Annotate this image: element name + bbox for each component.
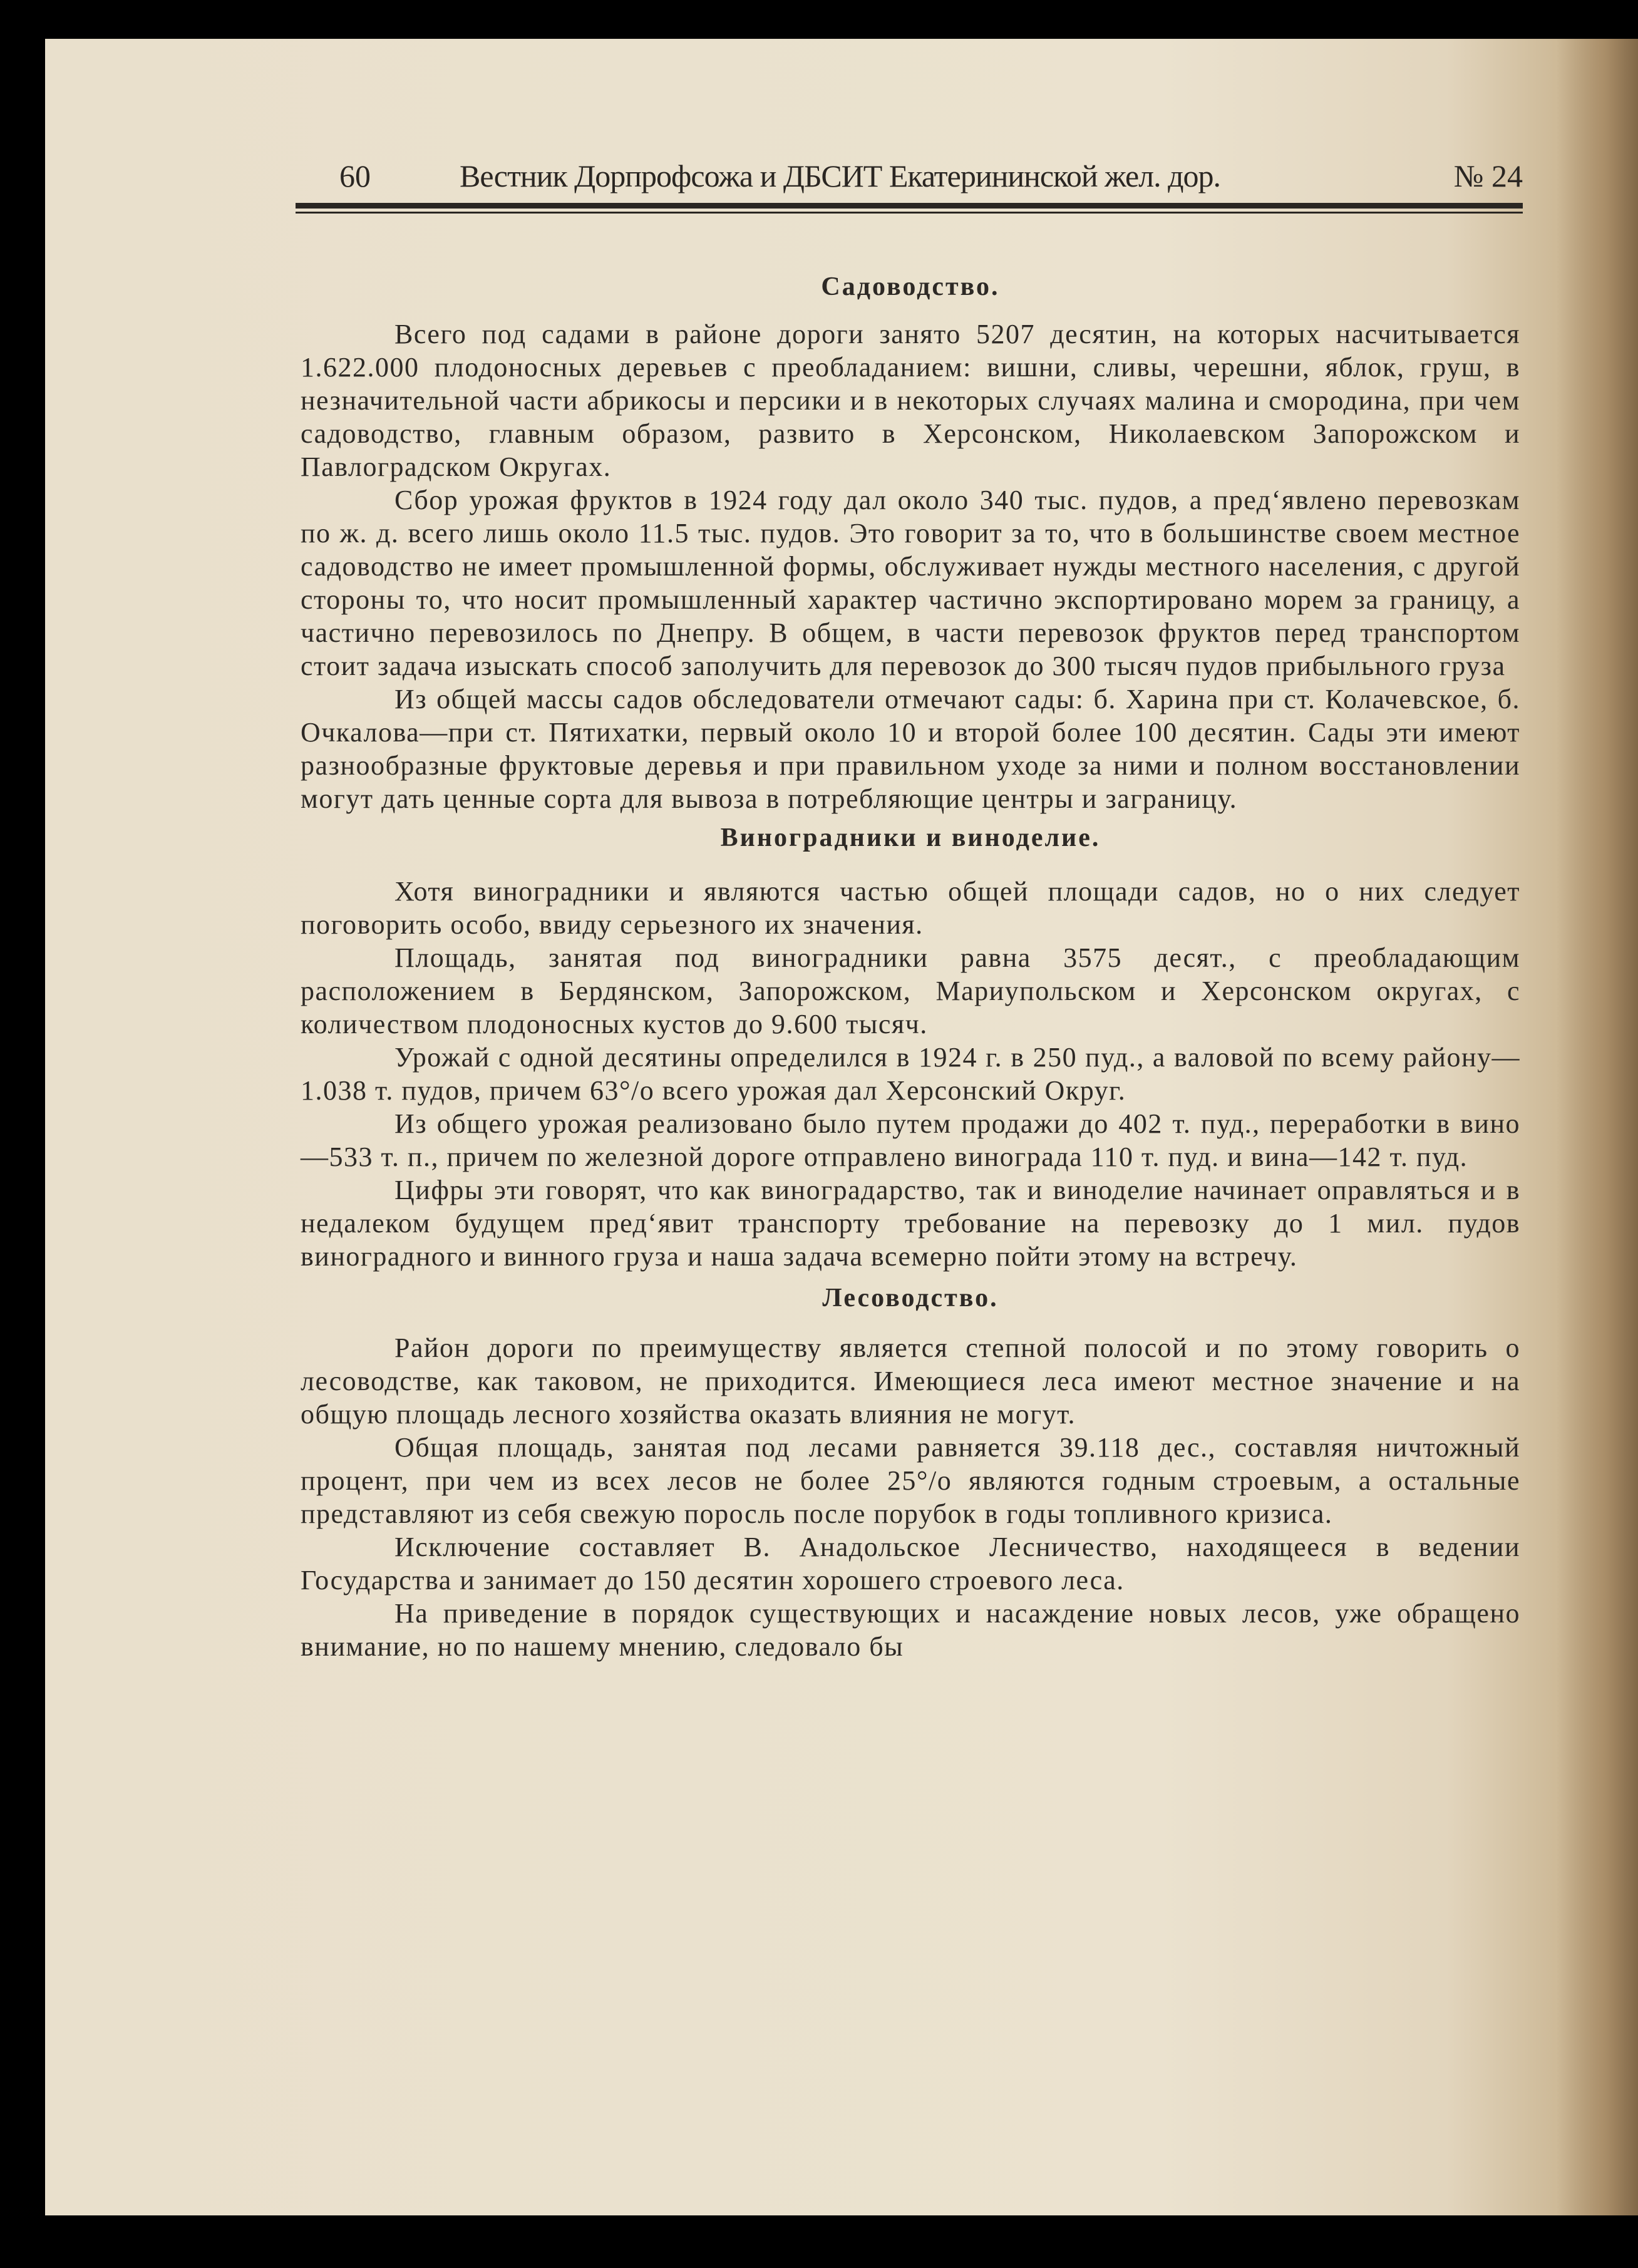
paragraph: Урожай с одной десятины определился в 1924 г. в 250 пуд., а валовой по всему району—1.038 т. пудов, причем 63°/о всего урожая дал Херсонский Округ. [301, 1042, 1520, 1106]
paragraph: Всего под садами в районе дороги занято 5207 десятин, на которых насчитывается 1.622.000 плодоносных деревьев с преобладанием: вишни, сливы, черешни, яблок, груш, в незначительной части абрикосы и персики и в некоторых случаях малина и смородина, при чем садоводство, главным образом, развито в Херсонском, Николаевском Запорожском и Павлоградском Округах. [301, 319, 1520, 482]
paragraph: Исключение составляет В. Анадольское Лесничество, находящееся в ведении Государства и занимает до 150 десятин хорошего строевого леса. [301, 1532, 1520, 1595]
section-heading-forestry: Лесоводство. [822, 1284, 999, 1312]
header-rule-thin [296, 212, 1523, 214]
journal-title: Вестник Дорпрофсожа и ДБСИТ Екатерининской жел. дор. [460, 158, 1221, 193]
section-heading-horticulture: Садоводство. [821, 272, 1000, 301]
page-edge-shadow [1557, 39, 1638, 2215]
article-body [301, 271, 1520, 1663]
paragraph: Из общего урожая реализовано было путем продажи до 402 т. пуд., переработки в вино—533 т. п., причем по железной дороге отправлено винограда 110 т. пуд. и вина—142 т. пуд. [301, 1108, 1520, 1172]
paragraph: Из общей массы садов обследователи отмечают сады: б. Харина при ст. Колачевское, б. Очкалова—при ст. Пятихатки, первый около 10 и второй более 100 десятин. Сады эти имеют разнообразные фруктовые деревья и при правильном уходе за ними и полном восстановлении могут дать ценные сорта для вывоза в потребляющие центры и заграницу. [301, 684, 1520, 814]
header-rule-thick [296, 203, 1523, 209]
paragraph: Хотя виноградники и являются частью общей площади садов, но о них следует поговорить особо, ввиду серьезного их значения. [301, 876, 1520, 940]
paragraph: Цифры эти говорят, что как виноградарство, так и виноделие начинает оправляться и в недалеком будущем пред‘явит транспорту требование на перевозку до 1 мил. пудов виноградного и винного груза и наша задача всемерно пойти этому на встречу. [301, 1175, 1520, 1272]
paragraph: Площадь, занятая под виноградники равна 3575 десят., с преобладающим расположением в Бердянском, Запорожском, Мариупольском и Херсонском округах, с количеством плодоносных кустов до 9.600 тысяч. [301, 942, 1520, 1039]
section-heading-vineyards: Виноградники и виноделие. [720, 823, 1101, 852]
scanned-page [45, 39, 1638, 2215]
paragraph: Сбор урожая фруктов в 1924 году дал около 340 тыс. пудов, а пред‘явлено перевозкам по ж. д. всего лишь около 11.5 тыс. пудов. Это говорит за то, что в большинстве своем местное садоводство не имеет промышленной формы, обслуживает нужды местного населения, с другой стороны то, что носит промышленный характер частично экспортировано морем за границу, а частично перевозилось по Днепру. В общем, в части перевозок фруктов перед транспортом стоит задача изыскать способ заполучить для перевозок до 300 тысяч пудов прибыльного груза [301, 485, 1520, 681]
page-number: 60 [339, 158, 371, 193]
paragraph: На приведение в порядок существующих и насаждение новых лесов, уже обращено внимание, но по нашему мнению, следовало бы [301, 1598, 1520, 1662]
paragraph: Район дороги по преимуществу является степной полосой и по этому говорить о лесоводстве, как таковом, не приходится. Имеющиеся леса имеют местное значение и на общую площадь лесного хозяйства оказать влияния не могут. [301, 1332, 1520, 1430]
issue-number: № 24 [1453, 158, 1523, 193]
paragraph: Общая площадь, занятая под лесами равняется 39.118 дес., составляя ничтожный процент, при чем из всех лесов не более 25°/о являются годным строевым, а остальные представляют из себя свежую поросль после порубок в годы топливного кризиса. [301, 1432, 1520, 1529]
